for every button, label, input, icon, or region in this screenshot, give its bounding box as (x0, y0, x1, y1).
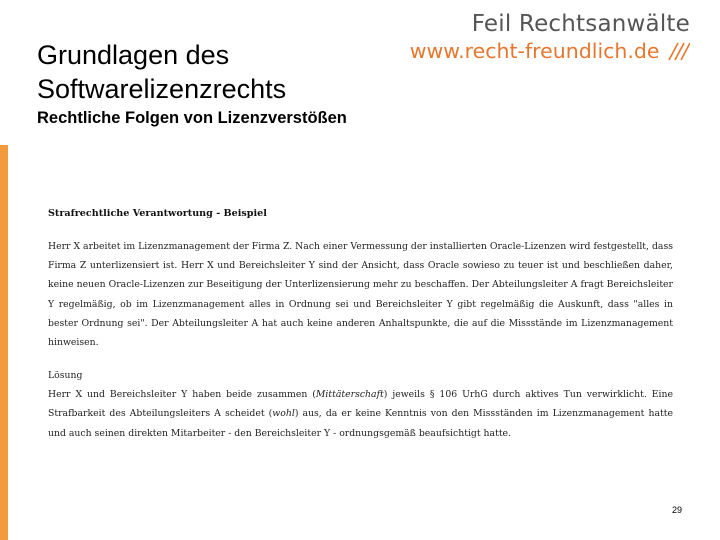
firm-logo[interactable] (410, 10, 690, 64)
logo-url: www.recht-freundlich.de (409, 39, 660, 63)
slide-title-line-1: Grundlagen des (37, 40, 230, 70)
solution-text-3: ) aus, da er keine Kenntnis von den Missständen im Lizenzmanagement hatte und auch seinen direkten Mitarbeiter - den Bereichsleiter Y - ordnungsgemäß beaufsichtigt hatte. (48, 408, 673, 439)
logo-url-row (410, 38, 690, 64)
solution-text-1: Herr X und Bereichsleiter Y haben beide zusammen ( (48, 389, 316, 401)
case-paragraph: Herr X arbeitet im Lizenzmanagement der Firma Z. Nach einer Vermessung der installierten Oracle-Lizenzen wird festgestellt, dass Firma Z unterlizensiert ist. Herr X und Bereichsleiter Y sind der Ansicht, dass Oracle sowieso zu teuer ist und beschließen daher, keine neuen Oracle-Lizenzen zur Beseitigung der Unterlizensierung mehr zu beschaffen. Der Abteilungsleiter A fragt Bereichsleiter Y regelmäßig, ob im Lizenzmanagement alles in Ordnung sei und Bereichsleiter Y gibt regelmäßig die Auskunft, dass "alles in bester Ordnung sei". Der Abteilungsleiter A hat auch keine anderen Anhaltspunkte, die auf die Missstände im Lizenzmanagement hinweisen. (48, 241, 673, 349)
slide-subtitle: Rechtliche Folgen von Lizenzverstößen (37, 109, 347, 127)
slide-title (37, 38, 286, 106)
logo-slashes-icon (666, 41, 690, 61)
solution-text-2: ) jeweils § 106 UrhG durch aktives Tun verwirklicht. Eine Strafbarkeit des Abteilungsleiters A scheidet ( (48, 389, 673, 420)
paragraph-spacer (48, 352, 673, 366)
page-number: 29 (672, 505, 683, 515)
logo-firm-name: Feil Rechtsanwälte (471, 11, 690, 37)
solution-emphasis-1: Mittäterschaft (315, 389, 384, 401)
section-heading: Strafrechtliche Verantwortung - Beispiel (48, 208, 267, 219)
slide-title-line-2: Softwarelizenzrechts (37, 74, 287, 104)
content-body (48, 208, 673, 443)
solution-emphasis-2: wohl (272, 408, 295, 420)
accent-bar (0, 145, 8, 540)
solution-paragraph (48, 385, 673, 443)
solution-label: Lösung (48, 370, 83, 382)
